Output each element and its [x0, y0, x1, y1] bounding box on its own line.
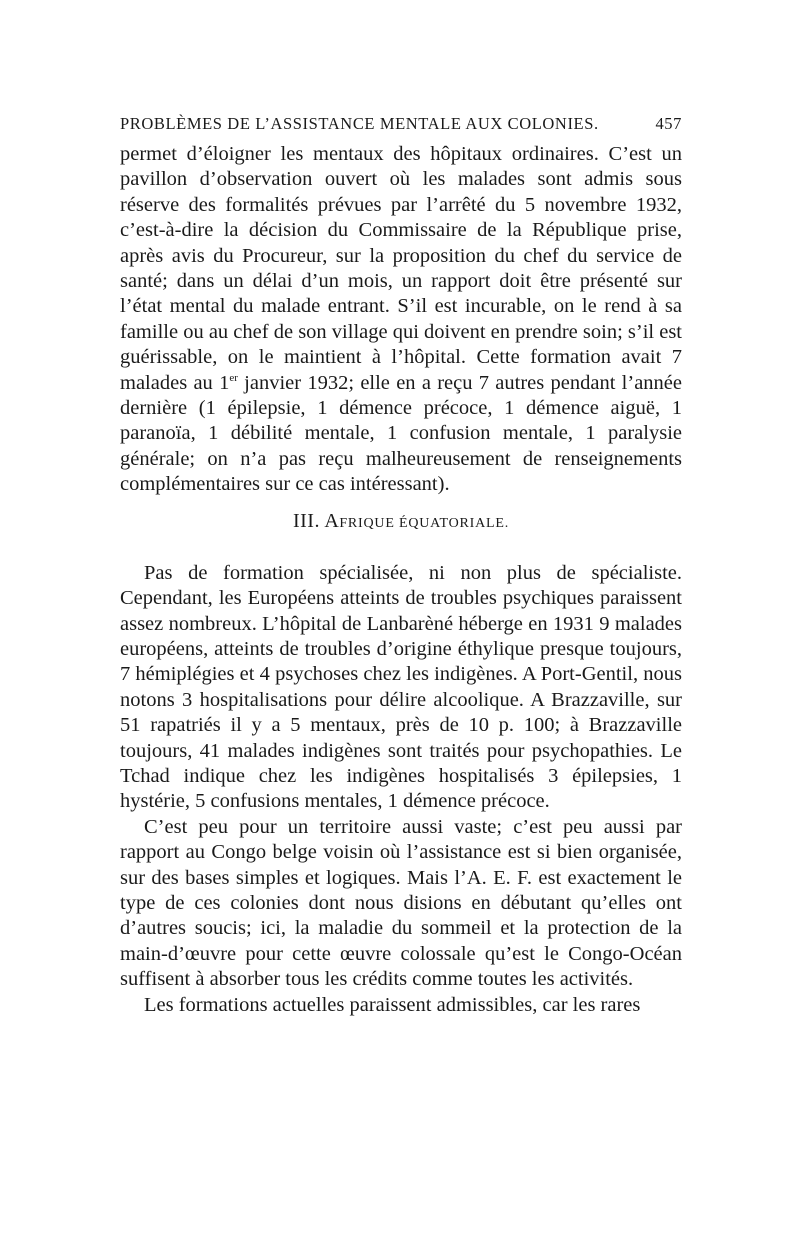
paragraph-text: permet d’éloigner les mentaux des hôpitaux ordinaires. C’est un pavillon d’observation ouvert où les malades sont admis sous réserve des formalités prévues par l’arrêté du 5 novembre 1932, c’est-à-dire la décision du Commissaire de la République prise, après avis du Procureur, sur la proposition du chef du service de santé; dans un délai d’un mois, un rapport doit être présenté sur l’état mental du malade entrant. S’il est incurable, on le rend à sa famille ou au chef de son village qui doivent en prendre soin; s’il est guérissable, on le maintient à l’hôpital. Cette formation avait 7 malades au 1 — [120, 143, 682, 394]
section-title-initial: A — [324, 509, 340, 532]
section-title — [324, 510, 509, 532]
section-heading — [120, 508, 682, 537]
ordinal-superscript: er — [229, 371, 238, 384]
section-title-rest: FRIQUE ÉQUATORIALE. — [339, 515, 510, 531]
page — [120, 112, 682, 1018]
paragraph: Les formations actuelles paraissent admissibles, car les rares — [144, 993, 641, 1016]
running-title: PROBLÈMES DE L’ASSISTANCE MENTALE AUX COLONIES. — [120, 114, 599, 133]
section-number: III. — [292, 509, 320, 532]
paragraph: C’est peu pour un territoire aussi vaste; c’est peu aussi par rapport au Congo belge voisin où l’assistance est si bien organisée, sur des bases simples et logiques. Mais l’A. E. F. est exactement le type de ces colonies dont nous disions en débutant qu’elles ont d’autres soucis; ici, la maladie du sommeil et la protection de la main-d’œuvre pour cette œuvre colossale qu’est le Congo-Océan suffisent à absorber tous les crédits comme toutes les activités. — [120, 815, 682, 991]
page-number: 457 — [655, 114, 682, 133]
paragraph-continued — [120, 142, 682, 498]
paragraph-text: janvier 1932; elle en a reçu 7 autres pendant l’année dernière (1 épilepsie, 1 démence précoce, 1 démence aiguë, 1 paranoïa, 1 débilité mentale, 1 confusion mentale, 1 paralysie générale; on n’a pas reçu malheureusement de renseignements complémentaires sur ce cas intéressant). — [120, 371, 682, 496]
running-head — [120, 112, 682, 142]
paragraph: Pas de formation spécialisée, ni non plus de spécialiste. Cependant, les Européens atteints de troubles psychiques paraissent assez nombreux. L’hôpital de Lanbarèné héberge en 1931 9 malades européens, atteints de troubles d’origine éthylique presque toujours, 7 hémiplégies et 4 psychoses chez les indigènes. A Port-Gentil, nous notons 3 hospitalisations pour délire alcoolique. A Brazzaville, sur 51 rapatriés il y a 5 mentaux, près de 10 p. 100; à Brazzaville toujours, 41 malades indigènes sont traités pour psychopathies. Le Tchad indique chez les indigènes hospitalisés 3 épilepsies, 1 hystérie, 5 confusions mentales, 1 démence précoce. — [120, 561, 682, 813]
